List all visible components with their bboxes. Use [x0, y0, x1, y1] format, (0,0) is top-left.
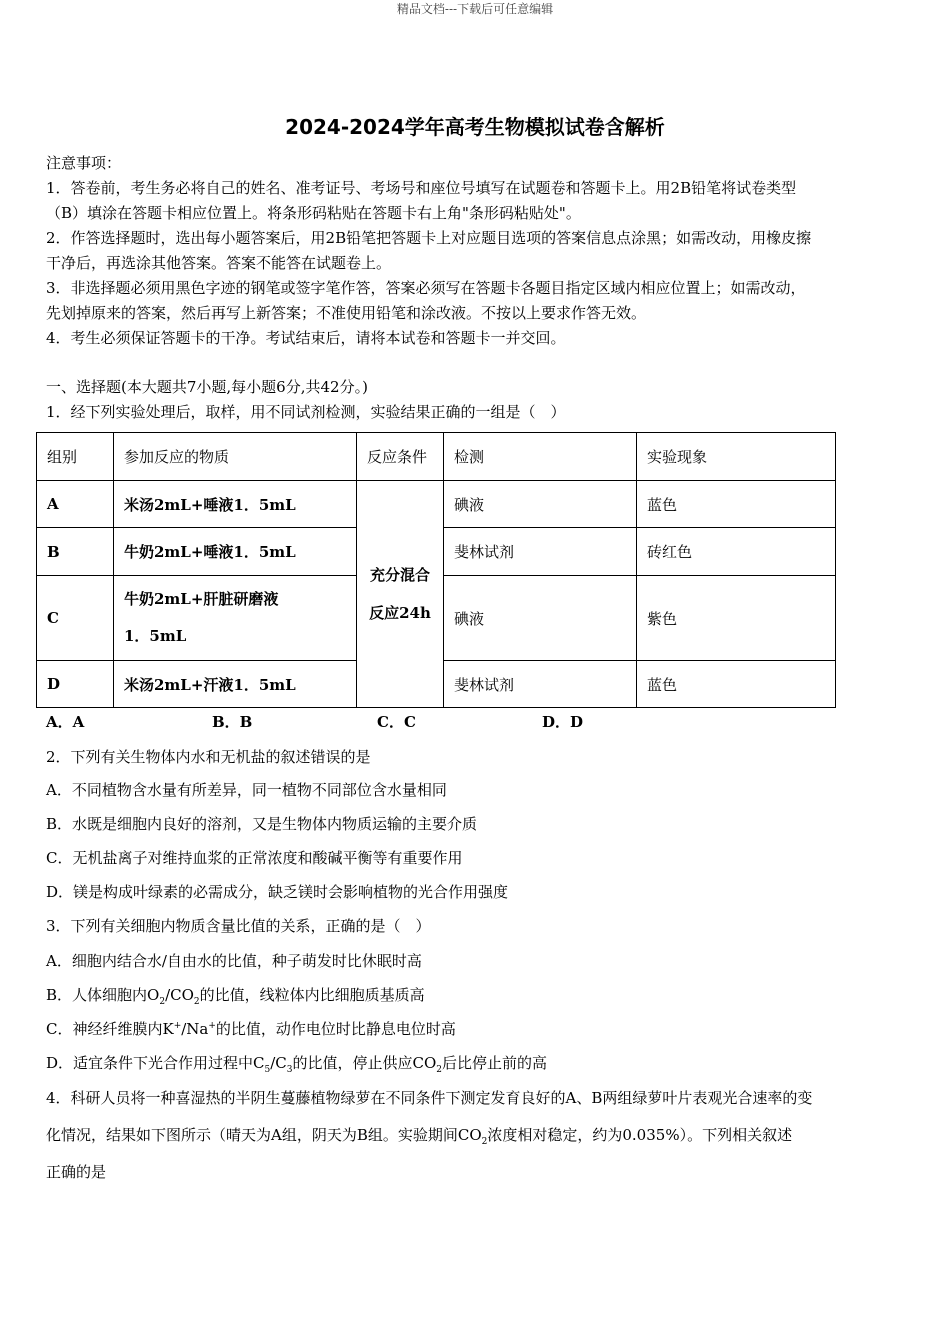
notice-heading: 注意事项： [46, 154, 122, 172]
q1-stem: 1．经下列实验处理后，取样，用不同试剂检测，实验结果正确的一组是（ ） [46, 403, 566, 421]
notice-line: 4．考生必须保证答题卡的干净。考试结束后，请将本试卷和答题卡一并交回。 [46, 329, 566, 347]
q3-option-c: C．神经纤维膜内K+/Na+的比值，动作电位时比静息电位时高 [46, 1020, 456, 1038]
test-cell: 碘液 [444, 481, 637, 528]
substance-line-1: 牛奶2mL+肝脏研磨液 [124, 590, 279, 608]
q4-stem-line-3: 正确的是 [46, 1163, 107, 1181]
notice-line: 2．作答选择题时，选出每小题答案后，用2B铅笔把答题卡上对应题目选项的答案信息点涂黑；如需改动，用橡皮擦 [46, 229, 812, 247]
condition-line-2: 反应24h [369, 604, 431, 622]
substance-cell: 米汤2mL+汗液1．5mL [114, 661, 357, 708]
notice-line: 先划掉原来的答案，然后再写上新答案；不准使用铅笔和涂改液。不按以上要求作答无效。 [46, 304, 647, 322]
q1-option-a: A．A [46, 713, 85, 731]
q1-table [36, 432, 836, 708]
condition-line-1: 充分混合 [369, 566, 430, 584]
substance-cell: 米汤2mL+唾液1．5mL [114, 481, 357, 528]
group-cell: D [37, 661, 114, 708]
test-cell: 斐林试剂 [444, 661, 637, 708]
result-cell: 砖红色 [637, 528, 836, 576]
condition-cell [357, 481, 444, 708]
table-header-row [37, 433, 836, 481]
header-note: 精品文档---下载后可任意编辑 [396, 2, 554, 16]
header-cell: 检测 [444, 433, 637, 481]
q2-option: B．水既是细胞内良好的溶剂，又是生物体内物质运输的主要介质 [46, 815, 478, 833]
result-cell: 蓝色 [637, 481, 836, 528]
substance-cell: 牛奶2mL+唾液1．5mL [114, 528, 357, 576]
group-cell: C [37, 576, 114, 661]
q1-option-c: C．C [377, 713, 416, 731]
header-cell: 反应条件 [357, 433, 444, 481]
q3-option-d: D．适宜条件下光合作用过程中$C_5/C_3$的比值，停止供应$CO_2$后比停止前的高 [46, 1054, 548, 1075]
table-row [37, 481, 836, 528]
group-cell: B [37, 528, 114, 576]
q2-stem: 2．下列有关生物体内水和无机盐的叙述错误的是 [46, 748, 371, 766]
test-cell: 斐林试剂 [444, 528, 637, 576]
q2-option: D．镁是构成叶绿素的必需成分，缺乏镁时会影响植物的光合作用强度 [46, 883, 509, 901]
q1-option-d: D．D [542, 713, 584, 731]
q3-option-b: B．人体细胞内$O_2/CO_2$的比值，线粒体内比细胞质基质高 [46, 986, 425, 1007]
section-heading: 一、选择题(本大题共7小题,每小题6分,共42分。) [46, 378, 368, 396]
q4-stem-line-2: 化情况，结果如下图所示（晴天为A组，阴天为B组。实验期间$CO_2$浓度相对稳定，约为0.035%）。下列相关叙述 [46, 1126, 793, 1147]
substance-line-2: 1．5mL [124, 627, 187, 645]
q2-option: C．无机盐离子对维持血浆的正常浓度和酸碱平衡等有重要作用 [46, 849, 463, 867]
header-cell: 参加反应的物质 [114, 433, 357, 481]
notice-line: 1．答卷前，考生务必将自己的姓名、准考证号、考场号和座位号填写在试题卷和答题卡上。用2B铅笔将试卷类型 [46, 179, 797, 197]
header-cell: 实验现象 [637, 433, 836, 481]
q4-stem-line-1: 4．科研人员将一种喜湿热的半阴生蔓藤植物绿萝在不同条件下测定发育良好的A、B两组绿萝叶片表观光合速率的变 [46, 1089, 813, 1107]
q2-option: A．不同植物含水量有所差异，同一植物不同部位含水量相同 [46, 781, 447, 799]
substance-cell [114, 576, 357, 661]
notice-line: 3．非选择题必须用黑色字迹的钢笔或签字笔作答，答案必须写在答题卡各题目指定区域内相应位置上；如需改动， [46, 279, 806, 297]
notice-line: 干净后，再选涂其他答案。答案不能答在试题卷上。 [46, 254, 392, 272]
result-cell: 蓝色 [637, 661, 836, 708]
test-cell: 碘液 [444, 576, 637, 661]
header-cell: 组别 [37, 433, 114, 481]
group-cell: A [37, 481, 114, 528]
notice-line: （B）填涂在答题卡相应位置上。将条形码粘贴在答题卡右上角"条形码粘贴处"。 [46, 204, 581, 222]
q3-stem: 3．下列有关细胞内物质含量比值的关系，正确的是（ ） [46, 917, 431, 935]
page-title: 2024-2024学年高考生物模拟试卷含解析 [285, 115, 665, 139]
result-cell: 紫色 [637, 576, 836, 661]
q1-option-b: B．B [212, 713, 253, 731]
q3-option-a: A．细胞内结合水/自由水的比值，种子萌发时比休眠时高 [46, 952, 422, 970]
